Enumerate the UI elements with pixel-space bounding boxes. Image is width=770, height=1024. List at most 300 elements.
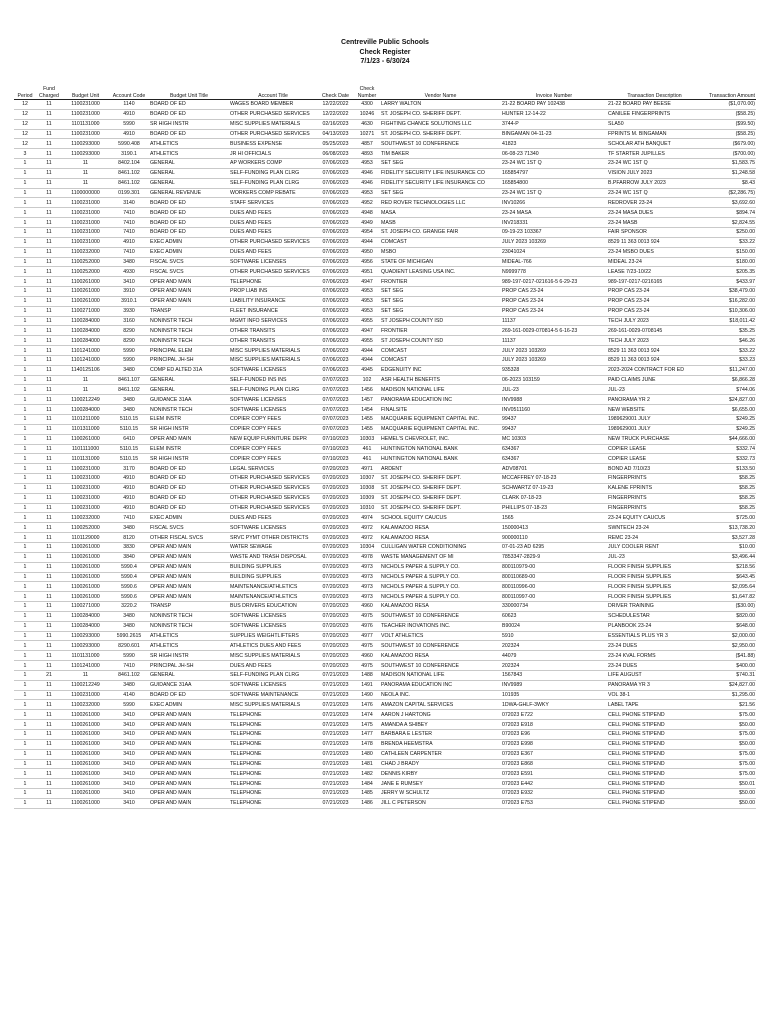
period-cell: 1 xyxy=(23,800,27,807)
transaction-description-cell: JUL-23 xyxy=(608,386,625,393)
vendor-name-cell: ST. JOSEPH CO. SHERIFF DEPT. xyxy=(381,111,462,118)
fund-charged-cell: 11 xyxy=(46,121,52,128)
budget-unit-title-cell: ELEM INSTR xyxy=(150,445,182,452)
vendor-name-cell: NICHOLS PAPER & SUPPLY CO. xyxy=(381,573,460,580)
table-row xyxy=(14,109,756,119)
invoice-number-cell: JULY 2023 103269 xyxy=(502,239,546,246)
transaction-description-cell: FINGERPRINTS xyxy=(608,475,647,482)
account-title-cell: TELEPHONE xyxy=(230,780,262,787)
vendor-name-cell: NEOLA INC. xyxy=(381,692,411,699)
budget-unit-title-cell: ATHLETICS xyxy=(150,150,179,157)
budget-unit-cell: 1100261000 xyxy=(71,288,100,295)
account-code-cell: 5990.4 xyxy=(121,564,137,571)
vendor-name-cell: JERRY W SCHULTZ xyxy=(381,790,430,797)
budget-unit-title-cell: OPER AND MAIN xyxy=(150,554,192,561)
transaction-description-cell: 989-197-0217-0216165 xyxy=(608,278,663,285)
account-title-cell: ATHLETICS DUES AND FEES xyxy=(230,642,302,649)
table-row xyxy=(14,759,756,769)
transaction-amount-cell: ($41.88) xyxy=(735,652,755,659)
account-title-cell: OTHER PURCHASED SERVICES xyxy=(230,475,310,482)
budget-unit-cell: 1100284000 xyxy=(71,613,100,620)
budget-unit-title-cell: NONINSTR TECH xyxy=(150,327,193,334)
fund-charged-cell: 11 xyxy=(46,436,52,443)
account-title-cell: SUPPLIES WEIGHTLIFTERS xyxy=(230,632,299,639)
invoice-number-cell: 1DWA-GHLF-3WKY xyxy=(502,701,549,708)
budget-unit-cell: 1100231000 xyxy=(71,239,100,246)
budget-unit-cell: 1101311000 xyxy=(71,426,100,433)
transaction-description-cell: 23-24 MASB xyxy=(608,219,638,226)
check-date-cell: 07/21/2023 xyxy=(322,741,349,748)
account-code-cell: 8461.102 xyxy=(118,180,140,187)
period-cell: 12 xyxy=(22,111,28,118)
period-cell: 1 xyxy=(23,485,27,492)
check-number-cell: 1455 xyxy=(361,426,373,433)
check-number-cell: 4949 xyxy=(361,219,373,226)
table-row xyxy=(14,542,756,552)
budget-unit-cell: 1100261000 xyxy=(71,790,100,797)
fund-charged-cell: 11 xyxy=(46,603,52,610)
invoice-number-cell: PROP CAS 23-24 xyxy=(502,298,544,305)
budget-unit-title-cell: NONINSTR TECH xyxy=(150,337,193,344)
fund-charged-cell: 11 xyxy=(46,583,52,590)
period-cell: 1 xyxy=(23,406,27,413)
vendor-name-cell: DENNIS KIRBY xyxy=(381,770,418,777)
table-row xyxy=(14,602,756,612)
table-row xyxy=(14,405,756,415)
period-cell: 1 xyxy=(23,268,27,275)
check-date-cell: 07/06/2023 xyxy=(322,347,349,354)
vendor-name-cell: NICHOLS PAPER & SUPPLY CO. xyxy=(381,593,460,600)
transaction-description-cell: FINGERPRINTS xyxy=(608,495,647,502)
check-number-cell: 1482 xyxy=(361,770,373,777)
fund-charged-cell: 11 xyxy=(46,701,52,708)
account-code-cell: 3410 xyxy=(123,278,135,285)
period-cell: 1 xyxy=(23,249,27,256)
budget-unit-cell: 1100261000 xyxy=(71,554,100,561)
invoice-number-cell: JUL-23 xyxy=(502,386,519,393)
fund-charged-cell: 11 xyxy=(46,770,52,777)
account-title-cell: COPIER COPY FEES xyxy=(230,416,281,423)
table-row xyxy=(14,739,756,749)
account-code-cell: 3410 xyxy=(123,721,135,728)
account-code-cell: 3930 xyxy=(123,308,135,315)
column-header-account-title: Account Title xyxy=(229,81,317,100)
invoice-number-cell: 06-08-23 71340 xyxy=(502,150,539,157)
fund-charged-cell: 11 xyxy=(46,593,52,600)
budget-unit-title-cell: BOARD OF ED xyxy=(150,485,186,492)
invoice-number-cell: 1565 xyxy=(502,514,514,521)
transaction-description-cell: PANORAMA YR 2 xyxy=(608,396,650,403)
account-code-cell: 8461.102 xyxy=(118,170,140,177)
budget-unit-title-cell: OTHER FISCAL SVCS xyxy=(150,534,204,541)
report-subtitle: Check Register xyxy=(359,48,411,56)
table-row xyxy=(14,267,756,277)
transaction-amount-cell: $3,527.28 xyxy=(731,534,755,541)
check-number-cell: 4955 xyxy=(361,317,373,324)
vendor-name-cell: FIDELITY SECURITY LIFE INSURANCE CO xyxy=(381,170,485,177)
check-date-cell: 07/20/2023 xyxy=(322,514,349,521)
invoice-number-cell: 99437 xyxy=(502,416,517,423)
transaction-amount-cell: $75.00 xyxy=(739,751,755,758)
fund-charged-cell: 11 xyxy=(46,190,52,197)
account-code-cell: 0199.301 xyxy=(118,190,140,197)
account-code-cell: 5990 xyxy=(123,652,135,659)
check-date-cell: 02/16/2023 xyxy=(322,121,349,128)
invoice-number-cell: JULY 2023 103269 xyxy=(502,357,546,364)
budget-unit-title-cell: PRINCIPAL JH-SH xyxy=(150,662,194,669)
fund-charged-cell: 11 xyxy=(46,268,52,275)
budget-unit-title-cell: TRANSP xyxy=(150,603,172,610)
budget-unit-cell: 1100261000 xyxy=(71,436,100,443)
check-date-cell: 07/20/2023 xyxy=(322,642,349,649)
account-code-cell: 8461.107 xyxy=(118,377,140,384)
transaction-description-cell: 23-24 KVAL FORMS xyxy=(608,652,656,659)
transaction-amount-cell: $58.25 xyxy=(739,485,755,492)
check-date-cell: 07/06/2023 xyxy=(322,190,349,197)
invoice-number-cell: 072023 E868 xyxy=(502,760,533,767)
vendor-name-cell: SOUTHWEST 10 CONFERENCE xyxy=(381,662,460,669)
fund-charged-cell: 11 xyxy=(46,495,52,502)
invoice-number-cell: HUNTER 12-14-22 xyxy=(502,111,546,118)
fund-charged-cell: 11 xyxy=(46,573,52,580)
period-cell: 1 xyxy=(23,278,27,285)
account-title-cell: BUS DRIVERS EDUCATION xyxy=(230,603,297,610)
table-row xyxy=(14,611,756,621)
budget-unit-title-cell: GUIDANCE 31AA xyxy=(150,396,192,403)
account-code-cell: 5990 xyxy=(123,357,135,364)
transaction-amount-cell: $18,011.42 xyxy=(729,317,755,324)
vendor-name-cell: PANORAMA EDUCATION INC xyxy=(381,396,452,403)
check-number-cell: 4946 xyxy=(361,170,373,177)
budget-unit-cell: 1100261000 xyxy=(71,298,100,305)
period-cell: 1 xyxy=(23,623,27,630)
account-title-cell: OTHER PURCHASED SERVICES xyxy=(230,111,310,118)
transaction-amount-cell: $2,950.00 xyxy=(731,642,755,649)
invoice-number-cell: 06-2023 103159 xyxy=(502,377,540,384)
vendor-name-cell: NICHOLS PAPER & SUPPLY CO. xyxy=(381,564,460,571)
budget-unit-cell: 1100212249 xyxy=(71,682,100,689)
column-header-vendor-name: Vendor Name xyxy=(380,81,501,100)
check-number-cell: 10303 xyxy=(359,436,375,443)
table-row xyxy=(14,287,756,297)
vendor-name-cell: SET SEG xyxy=(381,288,404,295)
budget-unit-cell: 1100231000 xyxy=(71,692,100,699)
budget-unit-title-cell: OPER AND MAIN xyxy=(150,583,192,590)
vendor-name-cell: KALAMAZOO RESA xyxy=(381,534,429,541)
table-row xyxy=(14,444,756,454)
report-title: Centreville Public Schools xyxy=(341,39,429,46)
check-number-cell: 4947 xyxy=(361,278,373,285)
account-title-cell: LEGAL SERVICES xyxy=(230,465,275,472)
check-date-cell: 07/06/2023 xyxy=(322,337,349,344)
account-code-cell: 4910 xyxy=(123,485,135,492)
account-code-cell: 3190.1 xyxy=(121,150,137,157)
vendor-name-cell: RED ROVER TECHNOLOGIES LLC xyxy=(381,199,466,206)
transaction-description-cell: 23-24 WC 1ST Q xyxy=(608,190,648,197)
vendor-name-cell: CHAD J BRADY xyxy=(381,760,420,767)
check-date-cell: 07/06/2023 xyxy=(322,249,349,256)
account-title-cell: TELEPHONE xyxy=(230,711,262,718)
table-row xyxy=(14,149,756,159)
budget-unit-title-cell: OPER AND MAIN xyxy=(150,564,192,571)
check-date-cell: 07/07/2023 xyxy=(322,426,349,433)
column-header-check-date: Check Date xyxy=(317,81,354,100)
account-title-cell: MISC SUPPLIES MATERIALS xyxy=(230,121,301,128)
transaction-amount-cell: $2,095.64 xyxy=(731,583,755,590)
transaction-description-cell: CELL PHONE STIPEND xyxy=(608,780,665,787)
check-number-cell: 4944 xyxy=(361,357,373,364)
budget-unit-cell: 1100252000 xyxy=(71,524,100,531)
period-cell: 1 xyxy=(23,377,27,384)
budget-unit-title-cell: NONINSTR TECH xyxy=(150,623,193,630)
budget-unit-cell: 1100261000 xyxy=(71,593,100,600)
account-title-cell: DUES AND FEES xyxy=(230,514,272,521)
budget-unit-cell: 1101129000 xyxy=(71,534,100,541)
transaction-amount-cell: $50.00 xyxy=(739,721,755,728)
budget-unit-cell: 11 xyxy=(82,386,89,393)
check-number-cell: 1488 xyxy=(361,672,373,679)
fund-charged-cell: 11 xyxy=(46,180,52,187)
table-row xyxy=(14,198,756,208)
account-title-cell: OTHER TRANSITS xyxy=(230,337,276,344)
account-code-cell: 5990.6 xyxy=(121,583,137,590)
period-cell: 1 xyxy=(23,396,27,403)
account-title-cell: OTHER PURCHASED SERVICES xyxy=(230,239,310,246)
check-date-cell: 07/06/2023 xyxy=(322,268,349,275)
budget-unit-title-cell: SR HIGH INSTR xyxy=(150,652,189,659)
invoice-number-cell: SCHWARTZ 07-19-23 xyxy=(502,485,554,492)
table-row xyxy=(14,582,756,592)
check-date-cell: 07/20/2023 xyxy=(322,564,349,571)
transaction-description-cell: DRIVER TRAINING xyxy=(608,603,654,610)
transaction-description-cell: B.PFARROW JULY 2023 xyxy=(608,180,666,187)
account-code-cell: 5990.408 xyxy=(118,140,140,147)
vendor-name-cell: AMAZON CAPITAL SERVICES xyxy=(381,701,454,708)
vendor-name-cell: HUNTINGTON NATIONAL BANK xyxy=(381,445,458,452)
account-title-cell: AP WORKERS COMP xyxy=(230,160,283,167)
check-number-cell: 4956 xyxy=(361,258,373,265)
vendor-name-cell: VOLT ATHLETICS xyxy=(381,632,424,639)
account-title-cell: TELEPHONE xyxy=(230,278,262,285)
account-code-cell: 8290 xyxy=(123,337,135,344)
column-header-account-code: Account Code xyxy=(109,81,149,100)
budget-unit-cell: 1101241000 xyxy=(71,347,100,354)
fund-charged-cell: 11 xyxy=(46,140,52,147)
transaction-description-cell: CELL PHONE STIPEND xyxy=(608,770,665,777)
check-date-cell: 07/20/2023 xyxy=(322,524,349,531)
transaction-description-cell: CELL PHONE STIPEND xyxy=(608,751,665,758)
transaction-description-cell: REDROVER 23-24 xyxy=(608,199,653,206)
check-date-cell: 07/21/2023 xyxy=(322,682,349,689)
fund-charged-cell: 11 xyxy=(46,239,52,246)
vendor-name-cell: FINALSITE xyxy=(381,406,408,413)
invoice-number-cell: 7853347-2829-9 xyxy=(502,554,541,561)
period-cell: 1 xyxy=(23,760,27,767)
period-cell: 1 xyxy=(23,770,27,777)
budget-unit-cell: 1100293000 xyxy=(71,140,100,147)
transaction-amount-cell: $24,827.00 xyxy=(729,682,755,689)
vendor-name-cell: ST. JOSEPH CO. SHERIFF DEPT. xyxy=(381,485,462,492)
table-row xyxy=(14,552,756,562)
check-date-cell: 07/20/2023 xyxy=(322,544,349,551)
period-cell: 1 xyxy=(23,662,27,669)
account-code-cell: 5110.15 xyxy=(119,426,139,433)
period-cell: 1 xyxy=(23,436,27,443)
invoice-number-cell: 23-24 WC 1ST Q xyxy=(502,190,542,197)
check-number-cell: 4974 xyxy=(361,514,373,521)
budget-unit-title-cell: BOARD OF ED xyxy=(150,692,186,699)
vendor-name-cell: HEMEL'S CHEVROLET, INC. xyxy=(381,436,450,443)
account-code-cell: 7410 xyxy=(123,514,135,521)
transaction-description-cell: KALENE FPRINTS xyxy=(608,485,653,492)
vendor-name-cell: FRONTIER xyxy=(381,327,408,334)
budget-unit-cell: 1100261000 xyxy=(71,770,100,777)
table-body xyxy=(14,100,756,809)
vendor-name-cell: AARON J HARTONG xyxy=(381,711,431,718)
budget-unit-cell: 1100231000 xyxy=(71,485,100,492)
account-title-cell: COPIER COPY FEES xyxy=(230,445,281,452)
fund-charged-cell: 11 xyxy=(46,514,52,521)
account-code-cell: 7410 xyxy=(123,662,135,669)
period-cell: 1 xyxy=(23,780,27,787)
vendor-name-cell: MADISON NATIONAL LIFE xyxy=(381,672,445,679)
transaction-amount-cell: $648.00 xyxy=(736,623,755,630)
budget-unit-cell: 1100261000 xyxy=(71,800,100,807)
vendor-name-cell: FIGHTING CHANCE SOLUTIONS LLC xyxy=(381,121,472,128)
invoice-number-cell: 072023 E918 xyxy=(502,721,533,728)
budget-unit-title-cell: EXEC ADMIN xyxy=(150,239,182,246)
vendor-name-cell: EDGENUITY INC xyxy=(381,367,422,374)
invoice-number-cell: 269-161-0029-070814-5 6-16-23 xyxy=(502,327,578,334)
account-code-cell: 5990 xyxy=(123,347,135,354)
invoice-number-cell: 101935 xyxy=(502,692,520,699)
account-code-cell: 3410 xyxy=(123,770,135,777)
transaction-amount-cell: ($99.50) xyxy=(735,121,755,128)
account-title-cell: SELF-FUNDED INS INS xyxy=(230,377,287,384)
check-date-cell: 07/21/2023 xyxy=(322,800,349,807)
budget-unit-title-cell: BOARD OF ED xyxy=(150,219,186,226)
transaction-description-cell: FINGERPRINTS xyxy=(608,505,647,512)
transaction-amount-cell: $58.25 xyxy=(739,475,755,482)
budget-unit-cell: 1100261000 xyxy=(71,741,100,748)
transaction-amount-cell: $250.00 xyxy=(736,229,755,236)
transaction-description-cell: 23-24 DUES xyxy=(608,642,638,649)
fund-charged-cell: 11 xyxy=(46,308,52,315)
budget-unit-title-cell: OPER AND MAIN xyxy=(150,780,192,787)
check-number-cell: 10246 xyxy=(359,111,375,118)
transaction-description-cell: 23-24 MSBO DUES xyxy=(608,249,654,256)
account-code-cell: 3410 xyxy=(123,760,135,767)
table-row xyxy=(14,119,756,129)
budget-unit-title-cell: OPER AND MAIN xyxy=(150,573,192,580)
transaction-amount-cell: ($58.25) xyxy=(735,111,755,118)
fund-charged-cell: 11 xyxy=(46,337,52,344)
account-title-cell: JR HI OFFICIALS xyxy=(230,150,272,157)
transaction-amount-cell: $740.31 xyxy=(736,672,755,679)
check-date-cell: 07/21/2023 xyxy=(322,751,349,758)
account-code-cell: 3480 xyxy=(123,613,135,620)
vendor-name-cell: ARDENT xyxy=(381,465,403,472)
fund-charged-cell: 11 xyxy=(46,396,52,403)
fund-charged-cell: 11 xyxy=(46,150,52,157)
vendor-name-cell: NICHOLS PAPER & SUPPLY CO. xyxy=(381,583,460,590)
account-title-cell: SOFTWARE LICENSES xyxy=(230,258,287,265)
transaction-description-cell: COPIER LEASE xyxy=(608,445,647,452)
account-code-cell: 8290 xyxy=(123,327,135,334)
period-cell: 1 xyxy=(23,367,27,374)
period-cell: 1 xyxy=(23,505,27,512)
transaction-amount-cell: $820.00 xyxy=(736,613,755,620)
check-date-cell: 07/21/2023 xyxy=(322,760,349,767)
budget-unit-title-cell: SR HIGH INSTR xyxy=(150,426,189,433)
table-row xyxy=(14,178,756,188)
invoice-number-cell: JULY 2023 103269 xyxy=(502,347,546,354)
vendor-name-cell: KALAMAZOO RESA xyxy=(381,524,429,531)
transaction-description-cell: 269-161-0029-0708145 xyxy=(608,327,663,334)
transaction-description-cell: JULY COOLER RENT xyxy=(608,544,660,551)
transaction-description-cell: 8529 11 363 0013 924 xyxy=(608,357,660,364)
invoice-number-cell: 11137 xyxy=(502,317,516,324)
vendor-name-cell: ST. JOSEPH CO. SHERIFF DEPT. xyxy=(381,130,462,137)
budget-unit-cell: 1100252000 xyxy=(71,258,100,265)
check-date-cell: 07/06/2023 xyxy=(322,357,349,364)
transaction-amount-cell: $725.00 xyxy=(736,514,755,521)
account-title-cell: SELF-FUNDING PLAN CLRG xyxy=(230,386,300,393)
period-cell: 1 xyxy=(23,524,27,531)
table-row xyxy=(14,779,756,789)
invoice-number-cell: 330000734 xyxy=(502,603,528,610)
vendor-name-cell: ST. JOSEPH CO. GRANGE FAIR xyxy=(381,229,459,236)
table-row xyxy=(14,454,756,464)
period-cell: 1 xyxy=(23,229,27,236)
check-number-cell: 4973 xyxy=(361,583,373,590)
transaction-amount-cell: $50.00 xyxy=(739,741,755,748)
fund-charged-cell: 11 xyxy=(46,130,52,137)
invoice-number-cell: 11137 xyxy=(502,337,516,344)
fund-charged-cell: 11 xyxy=(46,111,52,118)
table-row xyxy=(14,592,756,602)
transaction-description-cell: 1989629001 JULY xyxy=(608,416,651,423)
vendor-name-cell: KALAMAZOO RESA xyxy=(381,603,429,610)
account-title-cell: TELEPHONE xyxy=(230,800,262,807)
check-date-cell: 07/07/2023 xyxy=(322,377,349,384)
column-header-invoice-number: Invoice Number xyxy=(501,81,607,100)
check-number-cell: 1478 xyxy=(361,741,373,748)
account-title-cell: TELEPHONE xyxy=(230,770,262,777)
transaction-amount-cell: $400.00 xyxy=(736,662,755,669)
transaction-description-cell: PROP CAS 23-24 xyxy=(608,288,650,295)
vendor-name-cell: LARRY WALTON xyxy=(381,101,422,108)
period-cell: 1 xyxy=(23,160,27,167)
fund-charged-cell: 11 xyxy=(46,505,52,512)
account-code-cell: 3480 xyxy=(123,367,135,374)
fund-charged-cell: 11 xyxy=(46,455,52,462)
budget-unit-cell: 1100231000 xyxy=(71,111,100,118)
budget-unit-cell: 1100232000 xyxy=(71,514,100,521)
account-title-cell: SOFTWARE LICENSES xyxy=(230,406,287,413)
fund-charged-cell: 11 xyxy=(46,623,52,630)
budget-unit-title-cell: OPER AND MAIN xyxy=(150,790,192,797)
fund-charged-cell: 11 xyxy=(46,288,52,295)
budget-unit-title-cell: EXEC ADMIN xyxy=(150,514,182,521)
check-number-cell: 4955 xyxy=(361,337,373,344)
table-row xyxy=(14,474,756,484)
transaction-description-cell: 23-24 EQUITY CAUCUS xyxy=(608,514,666,521)
account-title-cell: DUES AND FEES xyxy=(230,219,272,226)
vendor-name-cell: MACQUARIE EQUIPMENT CAPITAL INC. xyxy=(381,416,479,423)
budget-unit-title-cell: BOARD OF ED xyxy=(150,101,186,108)
transaction-description-cell: 8529 11 363 0013 924 xyxy=(608,239,660,246)
